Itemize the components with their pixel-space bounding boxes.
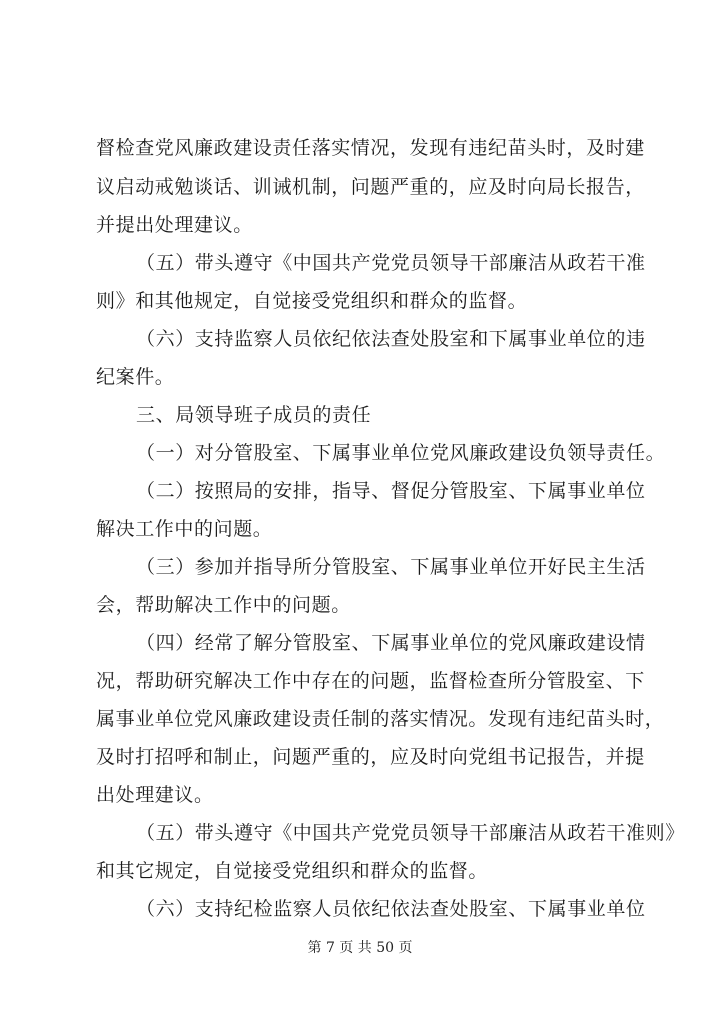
body-line-14: （四）经常了解分管股室、下属事业单位的党风廉政建设情: [136, 632, 646, 654]
section-heading: 三、局领导班子成员的责任: [136, 404, 372, 426]
body-line-17: 及时打招呼和制止，问题严重的，应及时向党组书记报告，并提: [96, 746, 645, 768]
body-line-9: （一）对分管股室、下属事业单位党风廉政建设负领导责任。: [136, 442, 666, 464]
body-line-20: 和其它规定，自觉接受党组织和群众的监督。: [96, 860, 489, 882]
body-line-5: 则》和其他规定，自觉接受党组织和群众的监督。: [96, 290, 528, 312]
page-number-footer: 第 7 页 共 50 页: [307, 940, 413, 956]
body-line-13: 会，帮助解决工作中的问题。: [96, 594, 351, 616]
body-line-2: 议启动戒勉谈话、训诫机制，问题严重的，应及时向局长报告，: [96, 176, 645, 198]
body-line-1: 督检查党风廉政建设责任落实情况，发现有违纪苗头时，及时建: [96, 137, 645, 159]
body-line-4: （五）带头遵守《中国共产党党员领导干部廉洁从政若干准: [136, 252, 646, 274]
body-line-15: 况，帮助研究解决工作中存在的问题，监督检查所分管股室、下: [96, 670, 645, 692]
body-line-6: （六）支持监察人员依纪依法查处股室和下属事业单位的违: [136, 328, 646, 350]
body-line-11: 解决工作中的问题。: [96, 518, 273, 540]
body-line-19: （五）带头遵守《中国共产党党员领导干部廉洁从政若干准则》: [136, 822, 685, 844]
body-line-16: 属事业单位党风廉政建设责任制的落实情况。发现有违纪苗头时，: [96, 708, 665, 730]
body-line-12: （三）参加并指导所分管股室、下属事业单位开好民主生活: [136, 556, 646, 578]
body-line-10: （二）按照局的安排，指导、督促分管股室、下属事业单位: [136, 480, 646, 502]
body-line-3: 并提出处理建议。: [96, 214, 253, 236]
body-line-7: 纪案件。: [96, 366, 175, 388]
body-line-21: （六）支持纪检监察人员依纪依法查处股室、下属事业单位: [136, 898, 646, 920]
body-line-18: 出处理建议。: [96, 784, 214, 806]
